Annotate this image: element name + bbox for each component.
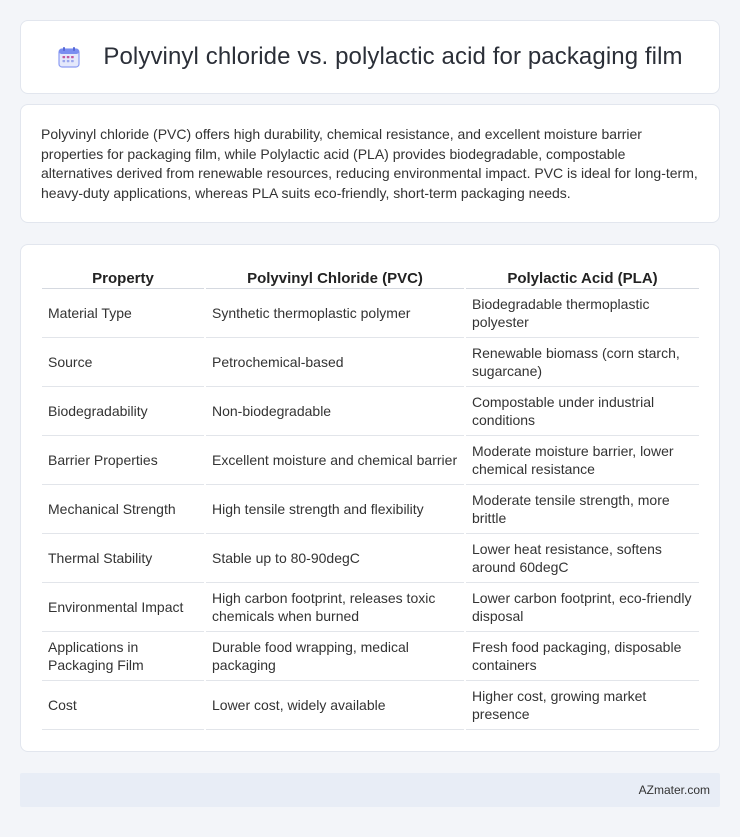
pvc-cell: Excellent moisture and chemical barrier — [206, 436, 464, 485]
table-row — [42, 485, 699, 534]
property-cell: Biodegradability — [42, 387, 204, 436]
pvc-cell: High tensile strength and flexibility — [206, 485, 464, 534]
pvc-cell: Stable up to 80-90degC — [206, 534, 464, 583]
pla-cell: Compostable under industrial conditions — [466, 387, 699, 436]
footer-bar — [20, 773, 720, 807]
pla-cell: Lower carbon footprint, eco-friendly disposal — [466, 583, 699, 632]
property-cell: Thermal Stability — [42, 534, 204, 583]
calendar-icon — [57, 45, 81, 69]
pla-cell: Biodegradable thermoplastic polyester — [466, 289, 699, 338]
comparison-table — [40, 265, 701, 730]
table-row — [42, 338, 699, 387]
property-cell: Environmental Impact — [42, 583, 204, 632]
pla-cell: Fresh food packaging, disposable containers — [466, 632, 699, 681]
pla-cell: Higher cost, growing market presence — [466, 681, 699, 730]
property-cell: Source — [42, 338, 204, 387]
property-cell: Applications in Packaging Film — [42, 632, 204, 681]
property-cell: Mechanical Strength — [42, 485, 204, 534]
pvc-cell: Petrochemical-based — [206, 338, 464, 387]
property-cell: Cost — [42, 681, 204, 730]
header-property: Property — [42, 265, 204, 289]
pla-cell: Moderate moisture barrier, lower chemical resistance — [466, 436, 699, 485]
property-cell: Material Type — [42, 289, 204, 338]
table-header-row — [42, 265, 699, 289]
pla-cell: Lower heat resistance, softens around 60degC — [466, 534, 699, 583]
footer-site-name: AZmater.com — [638, 783, 710, 797]
table-row — [42, 632, 699, 681]
intro-paragraph: Polyvinyl chloride (PVC) offers high durability, chemical resistance, and excellent moisture barrier properties for packaging film, while Polylactic acid (PLA) provides biodegradable, compostable alternatives derived from renewable resources, reducing environmental impact. PVC is ideal for long-term, heavy-duty applications, whereas PLA suits eco-friendly, short-term packaging needs. — [41, 126, 698, 201]
header-card — [20, 20, 720, 94]
page-title: Polyvinyl chloride vs. polylactic acid for packaging film — [103, 43, 683, 70]
pvc-cell: Lower cost, widely available — [206, 681, 464, 730]
table-row — [42, 583, 699, 632]
pvc-cell: Durable food wrapping, medical packaging — [206, 632, 464, 681]
table-row — [42, 387, 699, 436]
pla-cell: Renewable biomass (corn starch, sugarcane) — [466, 338, 699, 387]
intro-card — [20, 104, 720, 223]
pla-cell: Moderate tensile strength, more brittle — [466, 485, 699, 534]
table-row — [42, 289, 699, 338]
table-row — [42, 534, 699, 583]
title-wrap — [57, 43, 682, 71]
comparison-table-card — [20, 244, 720, 752]
table-row — [42, 436, 699, 485]
header-pla: Polylactic Acid (PLA) — [466, 265, 699, 289]
header-pvc: Polyvinyl Chloride (PVC) — [206, 265, 464, 289]
pvc-cell: High carbon footprint, releases toxic chemicals when burned — [206, 583, 464, 632]
property-cell: Barrier Properties — [42, 436, 204, 485]
pvc-cell: Non-biodegradable — [206, 387, 464, 436]
table-row — [42, 681, 699, 730]
pvc-cell: Synthetic thermoplastic polymer — [206, 289, 464, 338]
